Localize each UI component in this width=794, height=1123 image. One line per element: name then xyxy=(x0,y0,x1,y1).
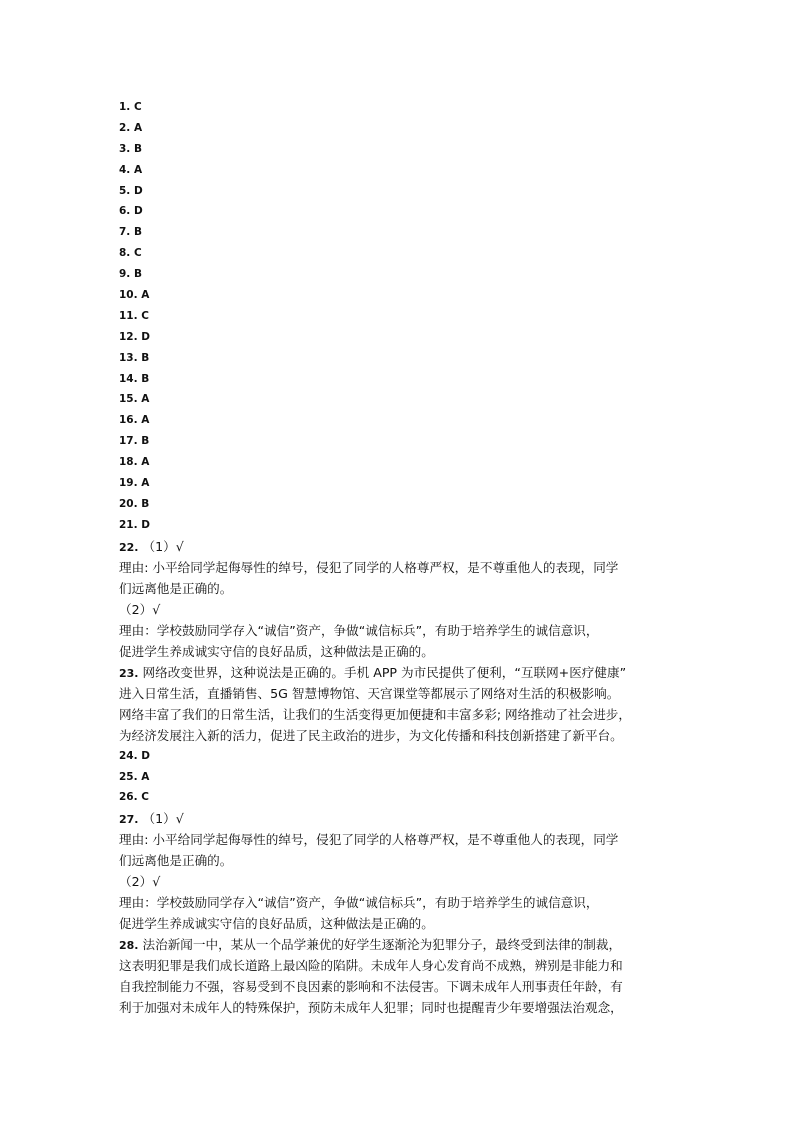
answer-13: 13. B xyxy=(119,351,150,364)
q28-text-1: 法治新闻一中，某从一个品学兼优的好学生逐渐沦为犯罪分子，最终受到法律的制裁， xyxy=(142,937,622,953)
q28-line-1 xyxy=(119,934,689,955)
q28-line-3: 自我控制能力不强，容易受到不良因素的影响和不法侵害。下调未成年人刑事责任年龄，有 xyxy=(119,979,623,995)
q22-part1-reason-line-2: 们远离他是正确的。 xyxy=(119,580,233,596)
answer-key xyxy=(119,97,689,1018)
q28-line-2: 这表明犯罪是我们成长道路上最凶险的陷阱。未成年人身心发育尚不成熟，辨别是非能力和 xyxy=(119,958,623,974)
q22-part2-mark: （2）√ xyxy=(119,601,161,617)
answer-11: 11. C xyxy=(119,309,149,322)
q27-part1-reason-line-1: 理由: 小平给同学起侮辱性的绰号，侵犯了同学的人格尊严权，是不尊重他人的表现，同学 xyxy=(119,832,619,848)
answer-16: 16. A xyxy=(119,414,150,427)
q27-part2-reason-line-1: 理由：学校鼓励同学存入“诚信”资产，争做“诚信标兵”，有助于培养学生的诚信意识， xyxy=(119,895,599,911)
q23-line-3: 网络丰富了我们的日常生活，让我们的生活变得更加便捷和丰富多彩; 网络推动了社会进步， xyxy=(119,706,631,722)
answer-18: 18. A xyxy=(119,456,150,469)
q23-number: 23. xyxy=(119,666,139,680)
answer-14: 14. B xyxy=(119,372,150,385)
q22-part1-reason-line-1: 理由: 小平给同学起侮辱性的绰号，侵犯了同学的人格尊严权，是不尊重他人的表现，同学 xyxy=(119,559,619,575)
answer-15: 15. A xyxy=(119,393,150,406)
q27-number: 27. xyxy=(119,813,139,827)
answer-17: 17. B xyxy=(119,435,150,448)
q27-part2-reason-line-2: 促进学生养成诚实守信的良好品质，这种做法是正确的。 xyxy=(119,916,434,932)
q22-part2-reason-line-2: 促进学生养成诚实守信的良好品质，这种做法是正确的。 xyxy=(119,643,434,659)
q28-line-4: 利于加强对未成年人的特殊保护，预防未成年人犯罪；同时也提醒青少年要增强法治观念， xyxy=(119,1000,623,1016)
q22-number: 22. xyxy=(119,540,139,554)
q27-part1-check: （1）√ xyxy=(142,811,184,827)
answer-21: 21. D xyxy=(119,518,150,531)
answer-10: 10. A xyxy=(119,289,150,302)
q22-part2-reason-line-1: 理由：学校鼓励同学存入“诚信”资产，争做“诚信标兵”，有助于培养学生的诚信意识， xyxy=(119,622,599,638)
answer-25: 25. A xyxy=(119,770,150,783)
answer-24: 24. D xyxy=(119,749,150,762)
q23-line-2: 进入日常生活，直播销售、5G 智慧博物馆、天宫课堂等都展示了网络对生活的积极影响。 xyxy=(119,685,620,701)
answer-1: 1. C xyxy=(119,101,142,113)
answer-12: 12. D xyxy=(119,330,150,343)
answer-9: 9. B xyxy=(119,268,142,281)
answer-20: 20. B xyxy=(119,497,150,510)
answer-8: 8. C xyxy=(119,247,142,260)
q27-part1-mark xyxy=(119,808,689,829)
q22-part1-mark xyxy=(119,536,689,557)
answer-26: 26. C xyxy=(119,791,149,804)
q23-line-4: 为经济发展注入新的活力，促进了民主政治的进步，为文化传播和科技创新搭建了新平台。 xyxy=(119,727,623,743)
q28-number: 28. xyxy=(119,939,139,953)
q23-line-1 xyxy=(119,662,689,683)
q23-text-1: 网络改变世界，这种说法是正确的。手机 APP 为市民提供了便利，“互联网+医疗健康” xyxy=(142,664,627,680)
answer-4: 4. A xyxy=(119,163,143,176)
answer-7: 7. B xyxy=(119,226,142,239)
answer-2: 2. A xyxy=(119,121,143,134)
answer-5: 5. D xyxy=(119,184,143,197)
answer-3: 3. B xyxy=(119,142,142,155)
answer-19: 19. A xyxy=(119,477,150,490)
q27-part1-reason-line-2: 们远离他是正确的。 xyxy=(119,853,233,869)
q22-part1-check: （1）√ xyxy=(142,538,184,554)
answer-6: 6. D xyxy=(119,205,143,218)
q27-part2-mark: （2）√ xyxy=(119,874,161,890)
